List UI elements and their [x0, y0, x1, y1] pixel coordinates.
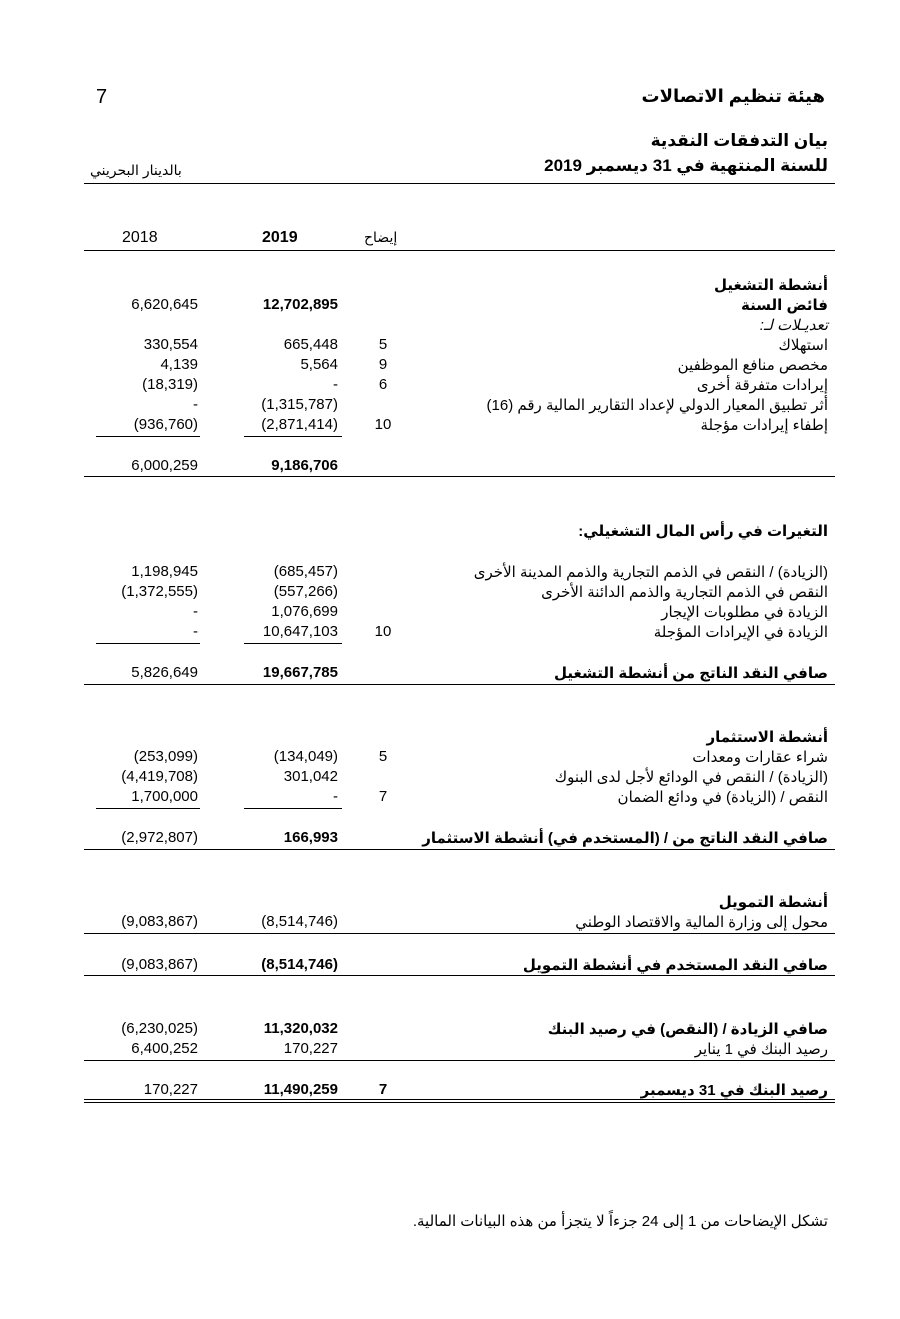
- row-opening-balance: [0, 1040, 900, 1060]
- page-number: 7: [96, 86, 108, 108]
- organization-name: هيئة تنظيم الاتصالات: [641, 86, 825, 106]
- row-label: شراء عقارات ومعدات: [692, 749, 828, 766]
- row-label: (الزيادة) / النقص في الذمم التجارية والذمم المدينة الأخرى: [473, 564, 828, 581]
- row-financing-title: [0, 893, 900, 913]
- value-2018: -: [193, 603, 198, 620]
- row-payables: [0, 583, 900, 603]
- value-2019: 9,186,706: [271, 457, 338, 474]
- row-label: صافي الزيادة / (النقص) في رصيد البنك: [547, 1021, 828, 1038]
- row-closing-balance: [0, 1081, 900, 1101]
- section-divider: [84, 684, 835, 685]
- value-2019: (685,457): [273, 563, 338, 580]
- value-2019: -: [333, 376, 338, 393]
- value-2019: 12,702,895: [262, 296, 338, 313]
- row-ppe-purchase: [0, 748, 900, 768]
- row-transfer-ministry: [0, 913, 900, 933]
- value-2018: 5,826,649: [131, 664, 198, 681]
- row-deferred-amortisation: [0, 416, 900, 436]
- section-divider: [84, 849, 835, 850]
- row-ifrs16: [0, 396, 900, 416]
- row-other-income: [0, 376, 900, 396]
- row-label: محول إلى وزارة المالية والاقتصاد الوطني: [575, 914, 828, 931]
- section-divider: [84, 933, 835, 934]
- value-2019: 170,227: [283, 1040, 338, 1057]
- value-2019: 301,042: [283, 768, 338, 785]
- row-label: فائض السنة: [741, 297, 828, 314]
- double-rule-top: [84, 1099, 835, 1100]
- value-2018: 1,700,000: [131, 788, 198, 805]
- row-label: تعديـلات لـ:: [759, 317, 828, 334]
- row-operating-title: [0, 276, 900, 296]
- header-divider: [84, 183, 835, 184]
- row-label: الزيادة في الإيرادات المؤجلة: [653, 624, 828, 641]
- note-ref: 10: [374, 416, 392, 433]
- row-label: النقص في الذمم التجارية والذمم الدائنة الأخرى: [541, 584, 828, 601]
- subtotal-rule-2018: [96, 808, 200, 809]
- note-ref: 9: [378, 356, 388, 373]
- note-ref: 7: [378, 788, 388, 805]
- year-2018-header: 2018: [122, 229, 158, 246]
- value-2019: 11,490,259: [263, 1081, 338, 1098]
- row-label: صافي النقد الناتج من / (المستخدم في) أنشطة الاستثمار: [422, 830, 828, 847]
- row-label: رصيد البنك في 1 يناير: [694, 1041, 828, 1058]
- value-2018: -: [193, 623, 198, 640]
- value-2018: (253,099): [133, 748, 198, 765]
- row-label: أنشطة التشغيل: [713, 277, 828, 294]
- row-label: الزيادة في مطلوبات الإيجار: [661, 604, 828, 621]
- value-2018: (9,083,867): [121, 956, 198, 973]
- value-2018: (18,319): [142, 376, 198, 393]
- value-2019: (557,266): [273, 583, 338, 600]
- value-2018: -: [193, 396, 198, 413]
- row-label: أثر تطبيق المعيار الدولي لإعداد التقارير المالية رقم (16): [486, 397, 828, 414]
- row-net-investing: [0, 829, 900, 849]
- value-2018: (4,419,708): [121, 768, 198, 785]
- value-2019: 10,647,103: [262, 623, 338, 640]
- value-2018: 4,139: [160, 356, 198, 373]
- value-2019: 5,564: [300, 356, 338, 373]
- value-2018: 6,000,259: [131, 457, 198, 474]
- row-subtotal-operating: [0, 457, 900, 477]
- row-label: إطفاء إيرادات مؤجلة: [700, 417, 828, 434]
- row-net-financing: [0, 956, 900, 976]
- note-column-header: إيضاح: [364, 229, 398, 245]
- row-guarantee-deposits: [0, 788, 900, 808]
- subtotal-rule-2019: [244, 436, 342, 437]
- value-2018: (1,372,555): [121, 583, 198, 600]
- value-2019: (134,049): [273, 748, 338, 765]
- subtotal-rule-2019: [244, 808, 342, 809]
- year-2019-header: 2019: [262, 229, 298, 246]
- row-net-operating: [0, 664, 900, 684]
- row-label: صافي النقد الناتج من أنشطة التشغيل: [554, 665, 828, 682]
- row-label: إيرادات متفرقة أخرى: [696, 377, 828, 394]
- subtotal-rule-2018: [96, 643, 200, 644]
- note-ref: 10: [374, 623, 392, 640]
- value-2019: -: [333, 788, 338, 805]
- double-rule-bottom: [84, 1102, 835, 1103]
- value-2018: 6,400,252: [131, 1040, 198, 1057]
- row-adjustments-title: [0, 316, 900, 336]
- row-label: (الزيادة) / النقص في الودائع لأجل لدى البنوك: [554, 769, 828, 786]
- row-depreciation: [0, 336, 900, 356]
- value-2018: 1,198,945: [131, 563, 198, 580]
- column-header-divider: [84, 250, 835, 251]
- row-lease-liabilities: [0, 603, 900, 623]
- section-divider: [84, 975, 835, 976]
- row-term-deposits: [0, 768, 900, 788]
- value-2019: 1,076,699: [271, 603, 338, 620]
- row-employee-benefits: [0, 356, 900, 376]
- value-2019: 19,667,785: [262, 664, 338, 681]
- value-2018: 170,227: [143, 1081, 198, 1098]
- section-divider: [84, 1060, 835, 1061]
- row-working-capital-title: [0, 522, 900, 542]
- value-2019: (8,514,746): [261, 956, 338, 973]
- row-investing-title: [0, 728, 900, 748]
- row-label: أنشطة التمويل: [718, 894, 828, 911]
- row-label: استهلاك: [778, 337, 828, 354]
- value-2018: 6,620,645: [131, 296, 198, 313]
- row-deferred-income: [0, 623, 900, 643]
- section-divider: [84, 476, 835, 477]
- row-label: التغيرات في رأس المال التشغيلي:: [578, 523, 828, 540]
- value-2019: (8,514,746): [261, 913, 338, 930]
- row-net-change: [0, 1020, 900, 1040]
- value-2019: (2,871,414): [261, 416, 338, 433]
- value-2019: 665,448: [283, 336, 338, 353]
- row-label: صافي النقد المستخدم في أنشطة التمويل: [522, 957, 828, 974]
- row-label: النقص / (الزيادة) في ودائع الضمان: [617, 789, 828, 806]
- value-2018: 330,554: [143, 336, 198, 353]
- note-ref: 7: [378, 1081, 388, 1098]
- value-2018: (6,230,025): [121, 1020, 198, 1037]
- note-ref: 5: [378, 336, 388, 353]
- value-2019: (1,315,787): [261, 396, 338, 413]
- footer-note: تشكل الإيضاحات من 1 إلى 24 جزءاً لا يتجزأ من هذه البيانات المالية.: [412, 1213, 828, 1230]
- note-ref: 6: [378, 376, 388, 393]
- value-2018: (936,760): [133, 416, 198, 433]
- value-2019: 166,993: [283, 829, 338, 846]
- subtotal-rule-2018: [96, 436, 200, 437]
- row-label: أنشطة الاستثمار: [706, 729, 828, 746]
- currency-label: بالدينار البحريني: [90, 162, 182, 178]
- value-2019: 11,320,032: [263, 1020, 338, 1037]
- row-label: مخصص منافع الموظفين: [677, 357, 828, 374]
- row-receivables: [0, 563, 900, 583]
- subtotal-rule-2019: [244, 643, 342, 644]
- statement-title: بيان التدفقات النقدية: [650, 131, 828, 150]
- value-2018: (9,083,867): [121, 913, 198, 930]
- statement-subtitle: للسنة المنتهية في 31 ديسمبر 2019: [544, 156, 828, 175]
- note-ref: 5: [378, 748, 388, 765]
- row-label: رصيد البنك في 31 ديسمبر: [640, 1082, 828, 1099]
- row-surplus: [0, 296, 900, 316]
- value-2018: (2,972,807): [121, 829, 198, 846]
